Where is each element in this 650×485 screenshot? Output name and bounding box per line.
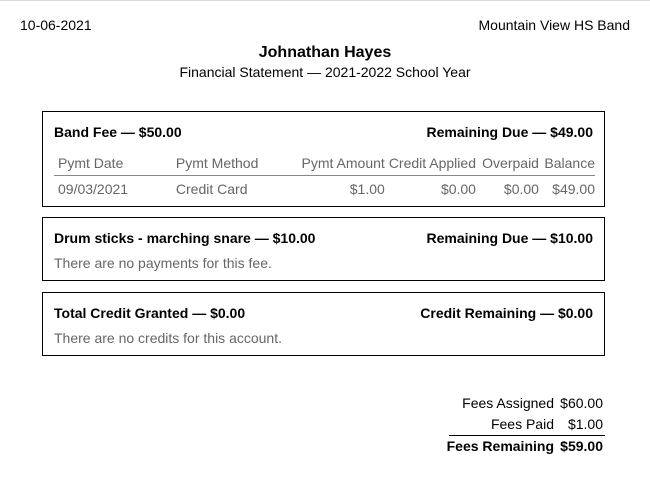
fees-paid-value: $1.00 <box>567 416 603 432</box>
summary-row-assigned <box>449 393 605 414</box>
payments-table <box>54 155 595 197</box>
top-divider <box>0 0 650 1</box>
cell-balance: $49.00 <box>552 181 595 197</box>
fee-label: Drum sticks - marching snare — $10.00 <box>54 230 316 246</box>
fees-summary <box>446 393 605 457</box>
col-header-overpaid: Overpaid <box>476 155 539 176</box>
no-payments-message: There are no payments for this fee. <box>54 255 272 271</box>
no-credits-message: There are no credits for this account. <box>54 330 282 346</box>
statement-subtitle: Financial Statement — 2021-2022 School Year <box>179 64 471 80</box>
col-header-pymt-amount: Pymt Amount <box>283 155 385 176</box>
col-header-pymt-date: Pymt Date <box>54 155 172 176</box>
fee-box-drum-sticks <box>42 217 605 281</box>
fees-remaining-value: $59.00 <box>560 438 603 454</box>
cell-pymt-amount: $1.00 <box>349 181 385 197</box>
table-row <box>54 176 595 198</box>
payments-header-row <box>54 155 595 176</box>
fees-assigned-label: Fees Assigned <box>462 395 554 411</box>
cell-pymt-method: Credit Card <box>175 181 248 197</box>
cell-pymt-date: 09/03/2021 <box>58 181 129 197</box>
summary-row-paid <box>449 414 605 435</box>
summary-row-remaining <box>446 435 605 457</box>
organization-name: Mountain View HS Band <box>478 17 630 33</box>
fees-assigned-value: $60.00 <box>560 395 603 411</box>
col-header-balance: Balance <box>539 155 595 176</box>
cell-credit-applied: $0.00 <box>440 181 476 197</box>
fees-paid-label: Fees Paid <box>490 416 554 432</box>
fee-remaining-due: Remaining Due — $49.00 <box>426 124 593 140</box>
col-header-pymt-method: Pymt Method <box>172 155 283 176</box>
fee-label: Band Fee — $50.00 <box>54 124 182 140</box>
credit-granted-label: Total Credit Granted — $0.00 <box>54 305 246 321</box>
col-header-credit-applied: Credit Applied <box>385 155 476 176</box>
fee-remaining-due: Remaining Due — $10.00 <box>426 230 593 246</box>
fee-box-band-fee <box>42 111 605 207</box>
credit-remaining-label: Credit Remaining — $0.00 <box>420 305 593 321</box>
statement-date: 10-06-2021 <box>20 17 92 33</box>
credit-box <box>42 292 605 356</box>
student-name: Johnathan Hayes <box>258 44 392 61</box>
cell-overpaid: $0.00 <box>503 181 539 197</box>
fees-remaining-label: Fees Remaining <box>446 438 554 454</box>
